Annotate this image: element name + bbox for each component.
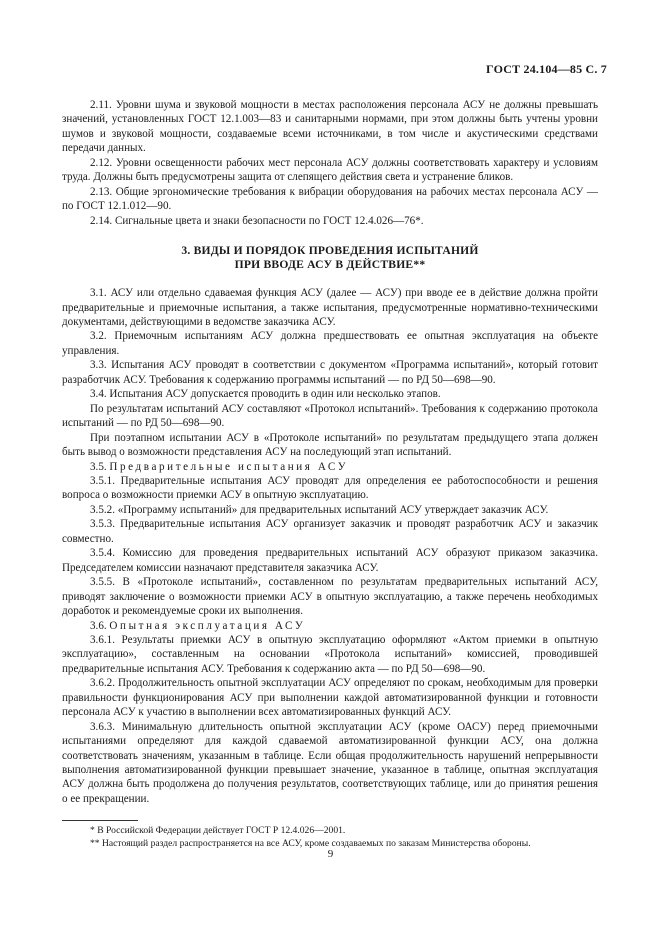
paragraph-3-6-2: 3.6.2. Продолжительность опытной эксплуатации АСУ определяют по срокам, необходимым для проверки правильности функционирования АСУ при выполнении каждой автоматизированной функции и готовности персонала АСУ к участию в выполнении всех автоматизированных функций АСУ. [62,677,598,719]
subsection-3-6-title [62,619,598,633]
paragraph-3-6-1: 3.6.1. Результаты приемки АСУ в опытную эксплуатацию оформляют «Актом приемки в опытную эксплуатацию», составленным на основании «Протокола испытаний» комиссией, проводившей предварительные испытания АСУ. Требования к содержанию акта — по РД 50—698—90. [62,633,598,675]
paragraph-3-4: 3.4. Испытания АСУ допускается проводить в один или несколько этапов. [90,388,441,401]
paragraph-3-5-4: 3.5.4. Комиссию для проведения предварительных испытаний АСУ образуют приказом заказчика. Председателем комиссии назначают представителя заказчика АСУ. [62,547,598,574]
subsection-number: 3.5. [90,460,107,473]
paragraph-2-14: 2.14. Сигнальные цвета и знаки безопасности по ГОСТ 12.4.026—76*. [90,214,424,227]
paragraph-3-5-2: 3.5.2. «Программу испытаний» для предварительных испытаний АСУ утверждает заказчик АСУ. [90,503,549,516]
subsection-number: 3.6. [90,619,107,632]
paragraph-3-5-5: 3.5.5. В «Протоколе испытаний», составленном по результатам предварительных испытаний АСУ, приводят заключение о возможности приемки АСУ в опытную эксплуатацию, а также перечень необходимых доработок и рекомендуемые сроки их выполнения. [62,576,598,618]
running-header: ГОСТ 24.104—85 С. 7 [486,62,607,76]
paragraph-3-1: 3.1. АСУ или отдельно сдаваемая функция АСУ (далее — АСУ) при вводе ее в действие должна пройти предварительные и приемочные испытания, а также испытания, предусмотренные нормативно-техническими документами, действующими в ведомстве заказчика АСУ. [62,287,598,328]
paragraph-3-5-3: 3.5.3. Предварительные испытания АСУ организует заказчик и проводят разработчик АСУ и заказчик совместно. [62,518,598,545]
section-heading [62,244,598,272]
subsection-title: Опытная эксплуатация АСУ [109,619,306,632]
footnote-2: ** Настоящий раздел распространяется на все АСУ, кроме создаваемых по заказам Министерства обороны. [90,838,531,850]
paragraph-3-4-stages: При поэтапном испытании АСУ в «Протоколе испытаний» по результатам предыдущего этапа должен быть вывод о возможности представления АСУ на последующий этап испытаний. [62,431,598,459]
paragraph-3-5-1: 3.5.1. Предварительные испытания АСУ проводят для определения ее работоспособности и решения вопроса о возможности приемки АСУ в опытную эксплуатацию. [62,474,598,502]
paragraph-3-3: 3.3. Испытания АСУ проводят в соответствии с документом «Программа испытаний», который готовит разработчик АСУ. Требования к содержанию программы испытаний — по РД 50—698—90. [62,359,598,386]
page-number: 9 [327,848,334,860]
footnote-1: * В Российской Федерации действует ГОСТ Р 12.4.026—2001. [90,825,346,837]
section-heading-line1: 3. ВИДЫ И ПОРЯДОК ПРОВЕДЕНИЯ ИСПЫТАНИЙ [181,244,479,258]
paragraph-2-13: 2.13. Общие эргономические требования к вибрации оборудования на рабочих местах персонала АСУ — по ГОСТ 12.1.012—90. [62,185,598,213]
paragraph-3-6-3: 3.6.3. Минимальную длительность опытной эксплуатации АСУ (кроме ОАСУ) перед приемочными испытаниями определяют для каждой сдаваемой автоматизированной функции АСУ, она должна соответствовать значениям, указанным в таблице. Если общая продолжительность нарушений непрерывности выполнения автоматизированной функции превышает значение, указанное в таблице, опытная эксплуатация АСУ должна быть продолжена до получения результатов, соответствующих таблице, или до принятия решения о ее прекращении. [62,720,598,805]
subsection-3-5-title [62,460,598,474]
paragraph-3-4-protocol: По результатам испытаний АСУ составляют «Протокол испытаний». Требования к содержанию протокола испытаний — по РД 50—698—90. [62,402,598,430]
paragraph-2-12: 2.12. Уровни освещенности рабочих мест персонала АСУ должны соответствовать характеру и условиям труда. Должны быть предусмотрены защита от слепящего действия света и устранение бликов. [62,156,598,184]
section-heading-line2: ПРИ ВВОДЕ АСУ В ДЕЙСТВИЕ** [234,258,426,272]
page-body [62,98,598,851]
paragraph-3-2: 3.2. Приемочным испытаниям АСУ должна предшествовать ее опытная эксплуатация на объекте управления. [62,330,598,357]
subsection-title: Предварительные испытания АСУ [109,460,349,473]
footnote-divider [62,820,138,821]
paragraph-2-11: 2.11. Уровни шума и звуковой мощности в местах расположения персонала АСУ не должны превышать значений, установленных ГОСТ 12.1.003—83 и санитарными нормами, при этом должны быть учтены уровни шумов и звуковой мощности, создаваемые всеми источниками, в том числе и акустическими средствами передачи данных. [62,99,598,155]
